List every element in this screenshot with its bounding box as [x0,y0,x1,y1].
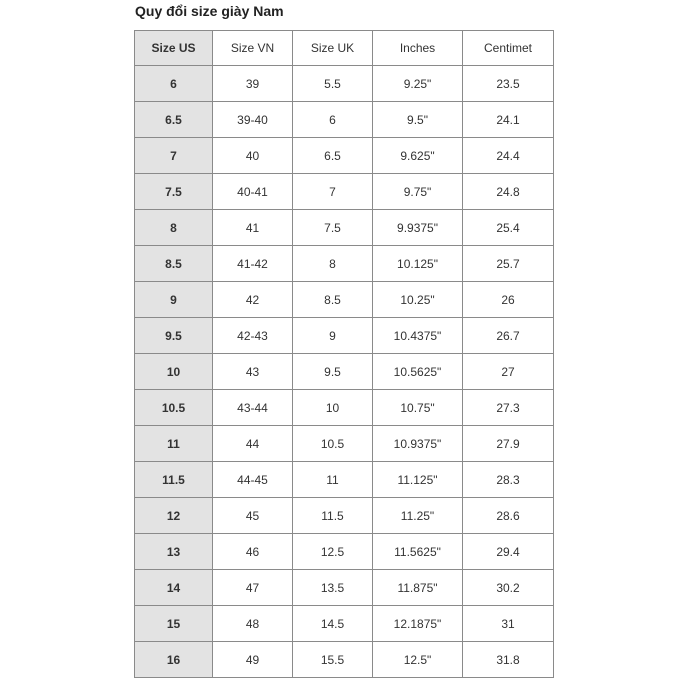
cell-inches: 9.75" [373,174,463,210]
cell-centimet: 30.2 [463,570,554,606]
cell-size-uk: 6.5 [293,138,373,174]
size-conversion-table [134,30,554,678]
cell-size-vn: 44 [213,426,293,462]
table-row [135,390,554,426]
cell-size-vn: 48 [213,606,293,642]
table-row [135,66,554,102]
cell-size-uk: 8.5 [293,282,373,318]
table-row [135,138,554,174]
cell-size-us: 6.5 [135,102,213,138]
cell-size-vn: 41 [213,210,293,246]
page-title: Quy đổi size giày Nam [135,3,284,19]
cell-inches: 11.5625" [373,534,463,570]
cell-centimet: 28.3 [463,462,554,498]
cell-inches: 10.4375" [373,318,463,354]
cell-size-uk: 9.5 [293,354,373,390]
cell-size-us: 6 [135,66,213,102]
cell-size-uk: 11 [293,462,373,498]
cell-size-uk: 13.5 [293,570,373,606]
cell-size-vn: 46 [213,534,293,570]
cell-size-us: 11 [135,426,213,462]
cell-centimet: 31 [463,606,554,642]
cell-size-uk: 10 [293,390,373,426]
cell-inches: 9.9375" [373,210,463,246]
column-header-centimet: Centimet [463,31,554,66]
column-header-size-vn: Size VN [213,31,293,66]
cell-size-uk: 15.5 [293,642,373,678]
cell-size-uk: 6 [293,102,373,138]
cell-centimet: 28.6 [463,498,554,534]
table-row [135,642,554,678]
cell-size-vn: 45 [213,498,293,534]
table-body [135,66,554,678]
cell-size-uk: 14.5 [293,606,373,642]
cell-size-uk: 5.5 [293,66,373,102]
cell-size-us: 12 [135,498,213,534]
table-row [135,246,554,282]
cell-inches: 12.5" [373,642,463,678]
table-row [135,318,554,354]
cell-size-us: 9 [135,282,213,318]
table-row [135,354,554,390]
cell-size-vn: 47 [213,570,293,606]
column-header-size-us: Size US [135,31,213,66]
table-row [135,210,554,246]
cell-inches: 10.75" [373,390,463,426]
cell-inches: 11.875" [373,570,463,606]
table-row [135,462,554,498]
cell-inches: 11.125" [373,462,463,498]
cell-size-us: 16 [135,642,213,678]
cell-inches: 11.25" [373,498,463,534]
cell-centimet: 24.1 [463,102,554,138]
cell-size-vn: 40 [213,138,293,174]
cell-size-uk: 7.5 [293,210,373,246]
cell-size-uk: 10.5 [293,426,373,462]
cell-size-us: 9.5 [135,318,213,354]
cell-size-us: 7.5 [135,174,213,210]
cell-inches: 9.5" [373,102,463,138]
cell-size-vn: 40-41 [213,174,293,210]
table-row [135,282,554,318]
cell-size-uk: 9 [293,318,373,354]
cell-size-vn: 49 [213,642,293,678]
cell-inches: 12.1875" [373,606,463,642]
cell-size-us: 13 [135,534,213,570]
column-header-inches: Inches [373,31,463,66]
cell-size-uk: 7 [293,174,373,210]
cell-centimet: 26.7 [463,318,554,354]
cell-size-vn: 41-42 [213,246,293,282]
cell-size-vn: 42 [213,282,293,318]
cell-size-us: 10 [135,354,213,390]
cell-size-us: 7 [135,138,213,174]
table-header [135,31,554,66]
cell-size-us: 10.5 [135,390,213,426]
table-row [135,426,554,462]
cell-centimet: 25.7 [463,246,554,282]
cell-centimet: 23.5 [463,66,554,102]
table-row [135,498,554,534]
cell-centimet: 24.8 [463,174,554,210]
cell-centimet: 27.3 [463,390,554,426]
cell-size-us: 8 [135,210,213,246]
cell-centimet: 31.8 [463,642,554,678]
cell-size-vn: 43 [213,354,293,390]
cell-centimet: 24.4 [463,138,554,174]
cell-centimet: 26 [463,282,554,318]
cell-inches: 9.625" [373,138,463,174]
cell-inches: 10.5625" [373,354,463,390]
cell-inches: 10.25" [373,282,463,318]
cell-size-uk: 11.5 [293,498,373,534]
cell-inches: 10.125" [373,246,463,282]
cell-size-us: 8.5 [135,246,213,282]
cell-size-vn: 39 [213,66,293,102]
cell-size-vn: 43-44 [213,390,293,426]
cell-size-uk: 8 [293,246,373,282]
cell-inches: 10.9375" [373,426,463,462]
cell-inches: 9.25" [373,66,463,102]
table-row [135,534,554,570]
cell-size-us: 11.5 [135,462,213,498]
column-header-size-uk: Size UK [293,31,373,66]
table-row [135,174,554,210]
cell-size-us: 14 [135,570,213,606]
cell-centimet: 27 [463,354,554,390]
table-row [135,102,554,138]
cell-centimet: 25.4 [463,210,554,246]
cell-size-uk: 12.5 [293,534,373,570]
header-row [135,31,554,66]
cell-size-vn: 42-43 [213,318,293,354]
cell-size-vn: 44-45 [213,462,293,498]
table-row [135,570,554,606]
table-row [135,606,554,642]
cell-centimet: 27.9 [463,426,554,462]
cell-centimet: 29.4 [463,534,554,570]
cell-size-us: 15 [135,606,213,642]
cell-size-vn: 39-40 [213,102,293,138]
